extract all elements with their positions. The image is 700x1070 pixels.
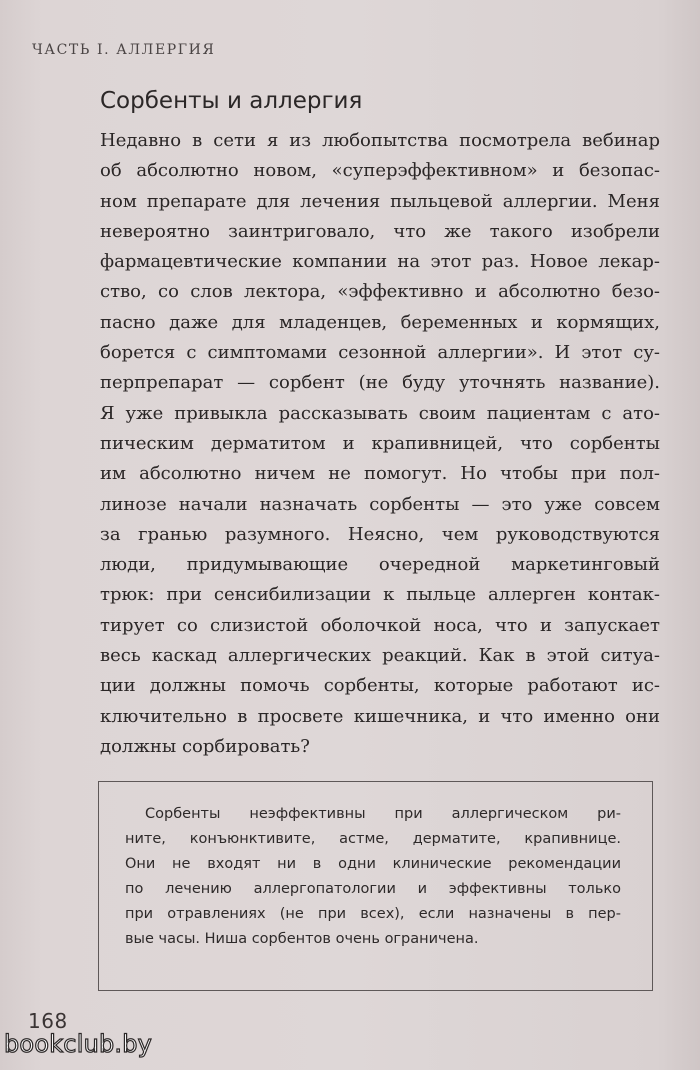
text-line: за гранью разумного. Неясно, чем руководствуются (100, 523, 660, 545)
text-line: трюк: при сенсибилизации к пыльце аллерген контак- (100, 584, 660, 606)
text-line: ном препарате для лечения пыльцевой аллергии. Меня (100, 190, 660, 212)
text-line: фармацевтические компании на этот раз. Новое лекар- (100, 251, 660, 273)
callout-line: по лечению аллергопатологии и эффективны только (125, 881, 621, 897)
text-line: ции должны помочь сорбенты, которые работают ис- (100, 675, 660, 697)
callout-box (98, 781, 653, 991)
callout-text (125, 802, 621, 952)
text-line: люди, придумывающие очередной маркетинговый (100, 554, 660, 576)
callout-line: Сорбенты неэффективны при аллергическом ри- (145, 806, 621, 822)
text-line: весь каскад аллергических реакций. Как в этой ситуа- (100, 645, 660, 667)
text-line: тирует со слизистой оболочкой носа, что и запускает (100, 614, 660, 636)
section-title: Сорбенты и аллергия (100, 88, 363, 114)
text-line: ключительно в просвете кишечника, и что именно они (100, 705, 660, 727)
text-line: линозе начали назначать сорбенты — это уже совсем (100, 493, 660, 515)
callout-line: Они не входят ни в одни клинические рекомендации (125, 856, 621, 872)
callout-line: при отравлениях (не при всех), если назначены в пер- (125, 906, 621, 922)
text-line: им абсолютно ничем не помогут. Но чтобы при пол- (100, 463, 660, 485)
text-line: ство, со слов лектора, «эффективно и абсолютно безо- (100, 281, 660, 303)
text-line: должны сорбировать? (100, 735, 310, 757)
text-line: Я уже привыкла рассказывать своим пациентам с ато- (100, 402, 660, 424)
text-line: борется с симптомами сезонной аллергии». И этот су- (100, 342, 660, 364)
callout-line: вые часы. Ниша сорбентов очень ограничена. (125, 931, 479, 947)
running-head: ЧАСТЬ I. АЛЛЕРГИЯ (32, 42, 216, 58)
text-line: об абсолютно новом, «суперэффективном» и безопас- (100, 160, 660, 182)
callout-line: ните, конъюнктивите, астме, дерматите, крапивнице. (125, 831, 621, 847)
text-line: пическим дерматитом и крапивницей, что сорбенты (100, 432, 660, 454)
text-line: пасно даже для младенцев, беременных и кормящих, (100, 311, 660, 333)
text-line: перпрепарат — сорбент (не буду уточнять название). (100, 372, 660, 394)
body-paragraph (100, 126, 660, 762)
watermark: bookclub.by (4, 1030, 153, 1058)
text-line: невероятно заинтриговало, что же такого изобрели (100, 220, 660, 242)
page-number: 168 (28, 1009, 68, 1033)
text-line: Недавно в сети я из любопытства посмотрела вебинар (100, 130, 660, 151)
